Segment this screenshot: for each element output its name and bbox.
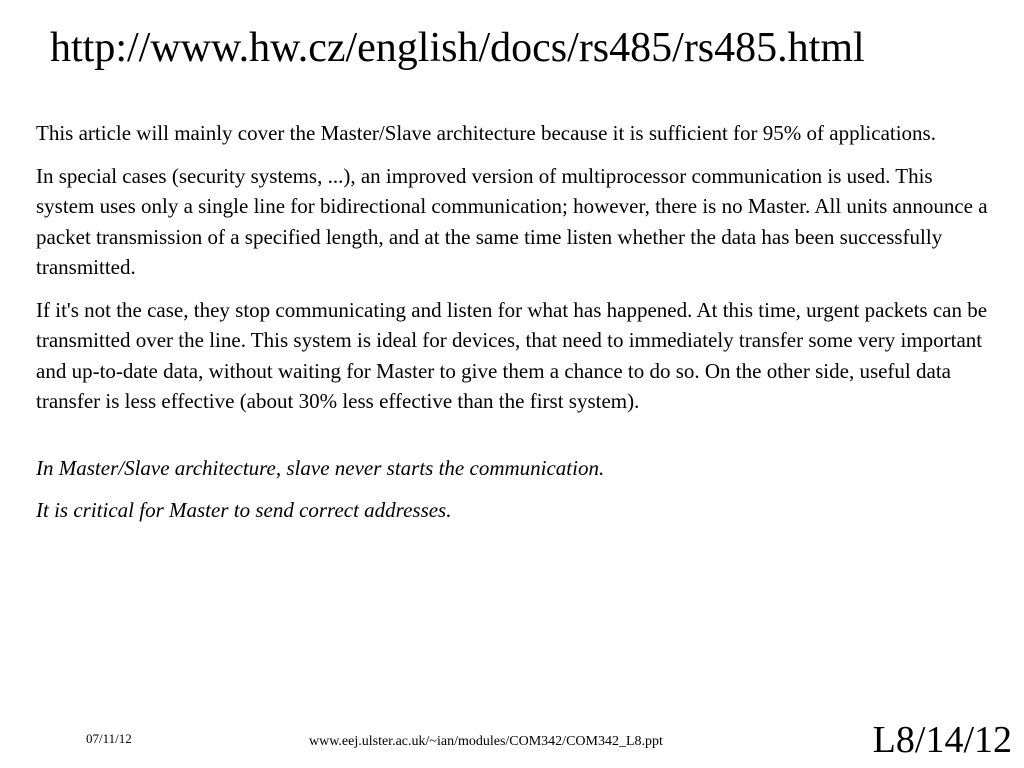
slide-number: L8/14/12: [872, 719, 1012, 761]
paragraph-urgent-packets: If it's not the case, they stop communicating and listen for what has happened. At this time, urgent packets can be transmitted over the line. This system is ideal for devices, that need to immediately transfer some very important and up-to-date data, without waiting for Master to give them a chance to do so. On the other side, useful data transfer is less effective (about 30% less effective than the first system).: [36, 297, 988, 413]
footer-source-url: www.eej.ulster.ac.uk/~ian/modules/COM342/COM342_L8.ppt: [309, 734, 663, 749]
slide-title: http://www.hw.cz/english/docs/rs485/rs485.html: [50, 25, 865, 71]
paragraph-master-slave-intro: This article will mainly cover the Master/Slave architecture because it is sufficient for 95% of applications.: [36, 121, 936, 145]
paragraph-multiprocessor-communication: In special cases (security systems, ...), an improved version of multiprocessor communication is used. This system uses only a single line for bidirectional communication; however, there is no Master. All units announce a packet transmission of a specified length, and at the same time listen whether the data has been successfully transmitted.: [36, 163, 988, 279]
note-correct-addresses: It is critical for Master to send correct addresses.: [36, 498, 452, 522]
note-slave-never-starts: In Master/Slave architecture, slave never starts the communication.: [36, 455, 605, 480]
slide-body: [36, 118, 996, 538]
footer-date: 07/11/12: [86, 731, 132, 746]
